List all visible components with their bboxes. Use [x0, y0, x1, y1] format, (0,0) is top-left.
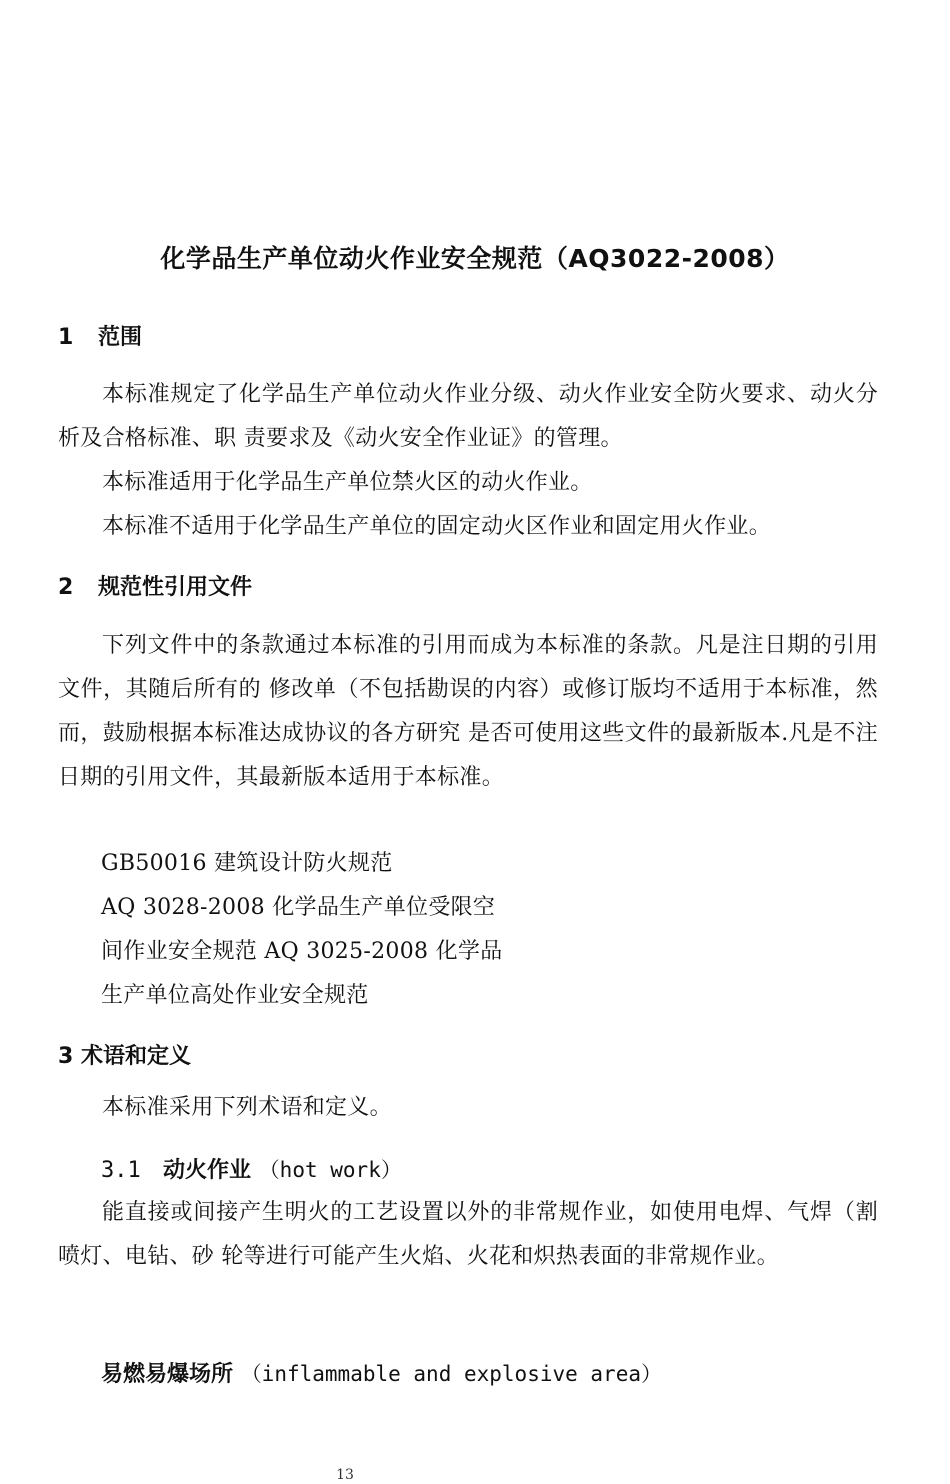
reference-line-2: AQ 3028-2008 化学品生产单位受限空: [101, 895, 496, 920]
section-title: 范围: [98, 325, 143, 350]
term-english: （inflammable and explosive area）: [240, 1362, 662, 1386]
section-2-heading: [58, 573, 252, 603]
section-number: 1: [58, 325, 74, 350]
term-english: （hot work）: [258, 1158, 402, 1182]
document-title: 化学品生产单位动火作业安全规范（AQ3022-2008）: [160, 244, 790, 273]
term-3-1-heading: [101, 1155, 402, 1186]
page-number: 13: [336, 1467, 354, 1483]
scope-paragraph-2: 本标准适用于化学品生产单位禁火区的动火作业。: [102, 470, 593, 495]
scope-paragraph-1: 本标准规定了化学品生产单位动火作业分级、动火作业安全防火要求、动火分析及合格标准、职 责要求及《动火安全作业证》的管理。: [58, 382, 878, 451]
section-number: 2: [58, 575, 74, 600]
term-name: 动火作业: [163, 1158, 252, 1183]
reference-line-1: GB50016 建筑设计防火规范: [101, 851, 393, 876]
section-title: 规范性引用文件: [98, 575, 253, 600]
terms-intro: 本标准采用下列术语和定义。: [102, 1095, 392, 1120]
scope-paragraph-3: 本标准不适用于化学品生产单位的固定动火区作业和固定用火作业。: [102, 514, 772, 539]
term-name: 易燃易爆场所: [101, 1362, 234, 1387]
term-number: 3.1: [101, 1158, 141, 1183]
reference-line-4: 生产单位高处作业安全规范: [101, 983, 369, 1008]
term-flammable-area-heading: [101, 1359, 662, 1390]
section-1-heading: [58, 323, 142, 353]
references-paragraph: 下列文件中的条款通过本标准的引用而成为本标准的条款。凡是注日期的引用文件，其随后所有的 修改单（不包括勘误的内容）或修订版均不适用于本标准，然而，鼓励根据本标准达成协议的各方研究 是否可使用这些文件的最新版本.凡是不注日期的引用文件，其最新版本适用于本标准。: [58, 633, 878, 790]
reference-line-3: 间作业安全规范 AQ 3025-2008 化学品: [101, 939, 503, 964]
hot-work-definition: 能直接或间接产生明火的工艺设置以外的非常规作业，如使用电焊、气焊（割喷灯、电钻、砂 轮等进行可能产生火焰、火花和炽热表面的非常规作业。: [58, 1200, 878, 1269]
section-3-heading: 3 术语和定义: [58, 1044, 191, 1069]
